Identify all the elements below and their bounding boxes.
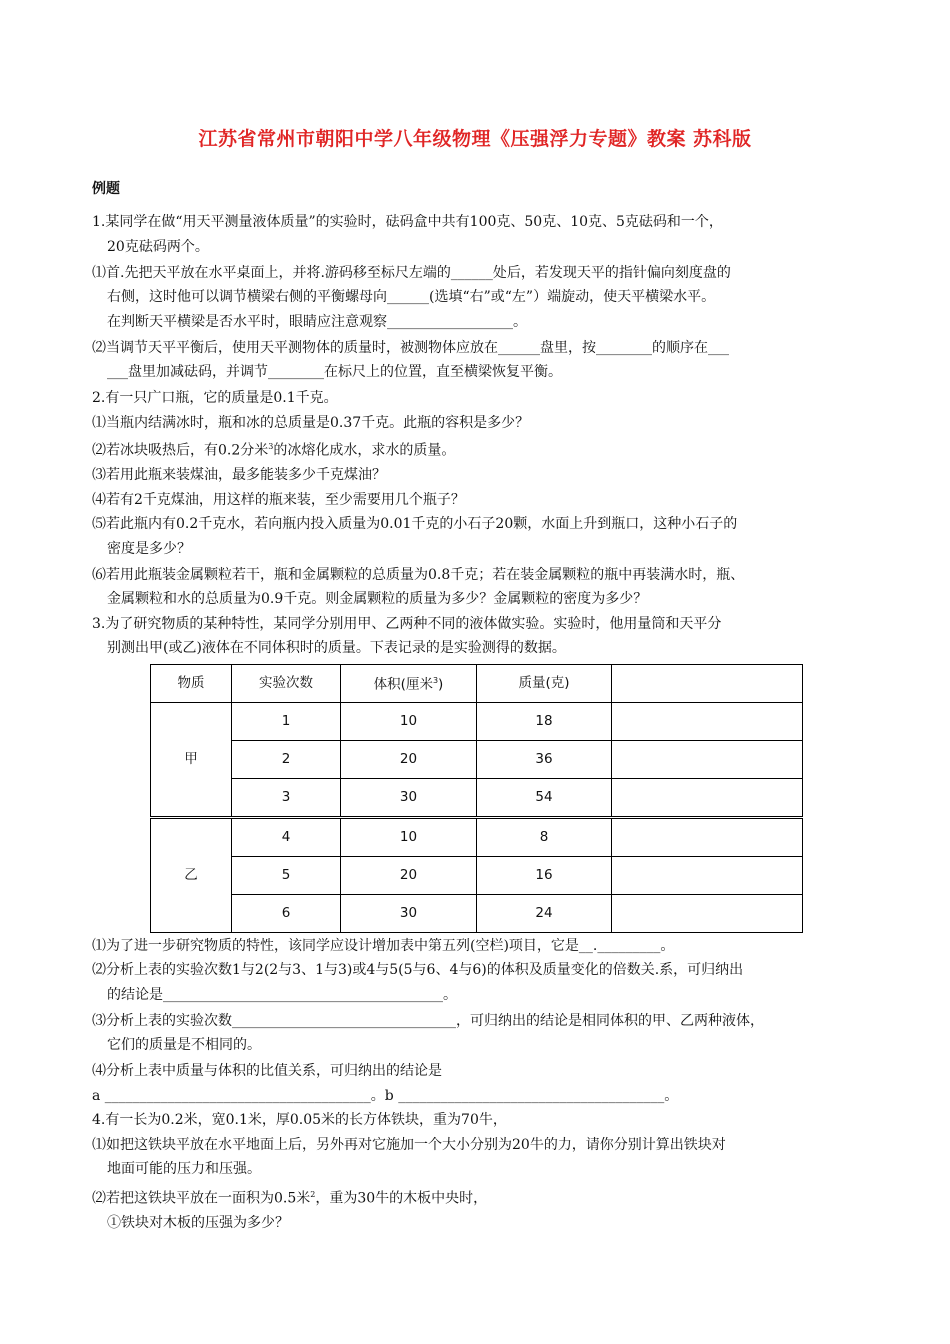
text-line: 3.为了研究物质的某种特性，某同学分别用甲、乙两种不同的液体做实验。实验时，他用量筒和天平分 bbox=[92, 615, 722, 632]
table-row bbox=[151, 702, 803, 740]
table-cell: 54 bbox=[477, 778, 612, 817]
text-span: ⑵若冰块吸热后，有0.2分米 bbox=[92, 442, 269, 459]
text-line: ⑴首.先把天平放在水平桌面上，并将.游码移至标尺左端的______处后，若发现天平的指针偏向刻度盘的 bbox=[92, 264, 731, 281]
text-line: 右侧，这时他可以调节横梁右侧的平衡螺母向______(选填“右”或“左”）端旋动，使天平横梁水平。 bbox=[107, 289, 716, 305]
table-cell: 1 bbox=[232, 702, 341, 740]
table-header: 实验次数 bbox=[232, 664, 341, 702]
text-line: 别测出甲(或乙)液体在不同体积时的质量。下表记录的是实验测得的数据。 bbox=[107, 640, 566, 657]
document-body bbox=[92, 210, 872, 1236]
table-row bbox=[151, 778, 803, 817]
substance-cell: 乙 bbox=[151, 817, 232, 932]
text-line: 2.有一只广口瓶，它的质量是0.1千克。 bbox=[92, 390, 338, 406]
table-header: 体积(厘米$^3$) bbox=[341, 664, 477, 702]
text-line: ⑷若有2千克煤油，用这样的瓶来装，至少需要用几个瓶子？ bbox=[92, 491, 465, 508]
text-line: ⑸若此瓶内有0.2千克水，若向瓶内投入质量为0.01千克的小石子20颗，水面上升到瓶口，这种小石子的 bbox=[92, 516, 738, 533]
text-span: 的冰熔化成水，求水的质量。 bbox=[273, 442, 456, 459]
text-line: ①铁块对木板的压强为多少？ bbox=[107, 1215, 289, 1232]
text-line: ⑹若用此瓶装金属颗粒若干，瓶和金属颗粒的总质量为0.8千克；若在装金属颗粒的瓶中再装满水时，瓶、 bbox=[92, 566, 745, 583]
table-cell: 24 bbox=[477, 894, 612, 932]
table-cell: 16 bbox=[477, 856, 612, 894]
table-cell-blank bbox=[612, 894, 803, 932]
table-cell: 3 bbox=[232, 778, 341, 817]
text-line: ⑴当瓶内结满冰时，瓶和冰的总质量是0.37千克。此瓶的容积是多少？ bbox=[92, 414, 530, 431]
table-cell: 5 bbox=[232, 856, 341, 894]
text-line: ⑵分析上表的实验次数1与2(2与3、1与3)或4与5(5与6、4与6)的体积及质量变化的倍数关.系，可归纳出 bbox=[92, 962, 744, 979]
text-line: ⑴如把这铁块平放在水平地面上后，另外再对它施加一个大小分别为20牛的力，请你分别计算出铁块对 bbox=[92, 1136, 726, 1153]
text-line: 地面可能的压力和压强。 bbox=[107, 1161, 261, 1178]
text-line: 它们的质量是不相同的。 bbox=[107, 1037, 261, 1054]
superscript: 2 bbox=[310, 1190, 316, 1200]
substance-cell: 甲 bbox=[151, 702, 232, 817]
table-cell: 20 bbox=[341, 856, 477, 894]
table-header: 物质 bbox=[151, 664, 232, 702]
text-line: 1.某同学在做“用天平测量液体质量”的实验时，砝码盒中共有100克、50克、10克、5克砝码和一个， bbox=[92, 214, 723, 230]
table-row bbox=[151, 740, 803, 778]
table-cell: 10 bbox=[341, 702, 477, 740]
table-header-row bbox=[151, 664, 803, 702]
table-cell-blank bbox=[612, 702, 803, 740]
text-line: 金属颗粒和水的总质量为0.9千克。则金属颗粒的质量为多少？金属颗粒的密度为多少？ bbox=[107, 591, 648, 608]
text-line: ⑶分析上表的实验次数________________________________，可归纳出的结论是相同体积的甲、乙两种液体， bbox=[92, 1012, 764, 1029]
table-cell: 36 bbox=[477, 740, 612, 778]
text-line: ⑷分析上表中质量与体积的比值关系，可归纳出的结论是 bbox=[92, 1063, 442, 1080]
table-cell-blank bbox=[612, 856, 803, 894]
table-cell-blank bbox=[612, 740, 803, 778]
text-line: 密度是多少？ bbox=[107, 540, 191, 557]
page-title: 江苏省常州市朝阳中学八年级物理《压强浮力专题》教案 苏科版 bbox=[198, 128, 752, 150]
table-cell: 8 bbox=[477, 817, 612, 856]
superscript: 3 bbox=[268, 442, 274, 451]
text-line: ⑵当调节天平平衡后，使用天平测物体的质量时，被测物体应放在______盘里，按________的顺序在___ bbox=[92, 339, 729, 356]
table-cell-blank bbox=[612, 817, 803, 856]
table-cell: 30 bbox=[341, 894, 477, 932]
table-cell: 4 bbox=[232, 817, 341, 856]
text-line: ⑶若用此瓶来装煤油，最多能装多少千克煤油？ bbox=[92, 467, 386, 484]
text-span: ⑵若把这铁块平放在一面积为0.5米 bbox=[92, 1190, 311, 1207]
text-line bbox=[92, 1183, 872, 1211]
table-cell: 2 bbox=[232, 740, 341, 778]
text-line: 在判断天平横梁是否水平时，眼睛应注意观察__________________。 bbox=[107, 313, 527, 330]
text-line bbox=[92, 435, 872, 463]
table-row bbox=[151, 856, 803, 894]
table-cell: 18 bbox=[477, 702, 612, 740]
table-cell: 30 bbox=[341, 778, 477, 817]
table-cell: 20 bbox=[341, 740, 477, 778]
data-table bbox=[150, 664, 803, 933]
text-span: ，重为30牛的木板中央时， bbox=[315, 1190, 488, 1207]
table-header-blank bbox=[612, 664, 803, 702]
table-cell-blank bbox=[612, 778, 803, 817]
table-cell: 10 bbox=[341, 817, 477, 856]
text-line: ⑴为了进一步研究物质的特性，该同学应设计增加表中第五列(空栏)项目，它是__._________。 bbox=[92, 937, 675, 954]
text-line: 的结论是________________________________________。 bbox=[107, 986, 457, 1003]
table-row bbox=[151, 817, 803, 856]
table-header: 质量(克) bbox=[477, 664, 612, 702]
table-cell: 6 bbox=[232, 894, 341, 932]
text-line: 20克砝码两个。 bbox=[107, 238, 209, 255]
text-line: 4.有一长为0.2米，宽0.1米，厚0.05米的长方体铁块，重为70牛， bbox=[92, 1112, 507, 1129]
text-line: a ______________________________________。b ______________________________________。 bbox=[92, 1087, 679, 1104]
section-heading: 例题 bbox=[92, 181, 120, 197]
table-row bbox=[151, 894, 803, 932]
text-line: ___盘里加减砝码，并调节________在标尺上的位置，直至横梁恢复平衡。 bbox=[107, 364, 562, 380]
